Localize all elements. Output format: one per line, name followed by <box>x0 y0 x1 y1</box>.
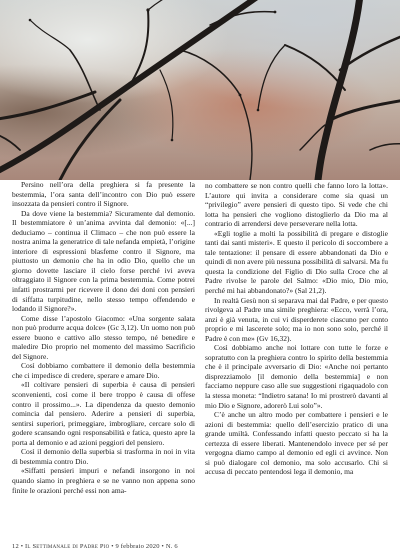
paragraph: Così dobbiamo combattere il demonio della bestemmia che ci impedisce di credere, sperare e amare Dio. <box>12 361 195 380</box>
footer-separator: • <box>161 543 164 550</box>
paragraph: In realtà Gesù non si separava mai dal Padre, e per questo rivolgeva al Padre una simile preghiera: «Ecco, verrà l’ora, anzi è già venuta, in cui vi disperderete ciascuno per conto proprio e mi lascerete solo; ma io non sono solo, perché il Padre è con me» (Gv 16,32). <box>205 295 388 343</box>
footer-separator: • <box>20 543 24 550</box>
paragraph: «Siffatti pensieri impuri e nefandi insorgono in noi quando siamo in preghiera e se ne vanno non appena sono finite le orazioni perché essi non ama- <box>12 466 195 495</box>
footer-separator: • <box>111 543 114 550</box>
issue-date: 9 febbraio 2020 <box>115 543 160 550</box>
paragraph: C’è anche un altro modo per combattere i pensieri e le azioni di bestemmia: quello dell’esercizio pratico di una grande umiltà. Confessando infatti questo peccato si ha la certezza di essere liberati. Mantenendolo invece per sé per vergogna diamo campo al demonio ed egli ci avvince. Non si può dialogare col demonio, ma solo accusarlo. Chi si accusa di peccato pentendosi lega il demonio, ma <box>205 410 388 477</box>
paragraph: Come disse l’apostolo Giacomo: «Una sorgente salata non può produrre acqua dolce» (Gc 3,12). Un uomo non può essere buono e cattivo allo stesso tempo, né benedire e maledire Dio proprio nel momento del massimo Sacrificio del Signore. <box>12 313 195 361</box>
header-photo-branches <box>0 0 400 180</box>
article-column-right <box>205 181 388 477</box>
magazine-title: Il Settimanale di Padre Pio <box>25 543 110 550</box>
paragraph: Da dove viene la bestemmia? Sicuramente dal demonio. Il bestemmiatore è un’anima avvinta dal demonio: «[...] deduciamo – continua il Climaco – che non può essere la nostra anima la generatrice di tale nefanda empietà, l’origine interiore di espressioni blasfeme contro il Signore, ma piuttosto un demonio che ha in odio Dio, quello che un giorno dovette lasciare il cielo forse perché ivi aveva oltraggiato il Signore con la prima bestemmia. Come potrei infatti prostrarmi per ricevere il dono dei doni con pensieri di siffatta turpitudine, nello stesso tempo offendendo e lodando il Signore?». <box>12 208 195 314</box>
paragraph: «Il coltivare pensieri di superbia è causa di pensieri sconvenienti, così come il bere troppo è causa di offese contro il prossimo...». La dipendenza da questo demonio comincia dal pensiero. Aderire a pensieri di superbia, sentirsi superiori, primeggiare, imbrogliare, cercare solo di godere scansando ogni responsabilità e fatica, questo apre la porta al demonio e ad azioni peggiori del pensiero. <box>12 380 195 447</box>
paragraph: Così il demonio della superbia si trasforma in noi in vita di bestemmia contro Dio. <box>12 447 195 466</box>
paragraph: Così dobbiamo anche noi lottare con tutte le forze e sopratutto con la preghiera contro lo spirito della bestemmia che è il principale avversario di Dio: «Anche noi pertanto disprezziamolo [il demonio della bestemmia] e non facciamo neppure caso alle sue suggestioni rigaquadolo con la stessa moneta: “Indietro satana! Io mi prostrerò davanti al mio Dio e Signore, adorerò Lui solo”». <box>205 343 388 410</box>
issue-number: N. 6 <box>165 543 178 550</box>
paragraph: no combattere se non contro quelli che fanno loro la lotta». L’autore qui invita a considerare come sia quasi un “privilegio” avere pensieri di questo tipo. Si vede che chi lotta ha pensieri che vogliono distoglierlo da Dio ma al contrario di arrendersi deve perseverare nella lotta. <box>205 181 388 229</box>
paragraph: «Egli toglie a molti la possibilità di pregare e distoglie tanti dai santi misteri». E questo il pericolo di soccombere a tale tentazione: il pensare di essere abbandonati da Dio e quindi di non avere più nessuna possibilità di salvarsi. Ma fu questa la condizione del Figlio di Dio sulla Croce che al Padre rivolse le parole del Salmo: «Dio mio, Dio mio, perché mi hai abbandonato?» (Sal 21,2). <box>205 228 388 296</box>
paragraph: Persino nell’ora della preghiera si fa presente la bestemmia, l’ora santa dell’incontro con Dio può essere insozzata da pensieri contro il Signore. <box>12 180 195 209</box>
branches-graphic <box>0 0 400 180</box>
page-number: 12 <box>12 543 19 550</box>
article-column-left <box>12 180 195 495</box>
page-footer <box>12 543 392 555</box>
